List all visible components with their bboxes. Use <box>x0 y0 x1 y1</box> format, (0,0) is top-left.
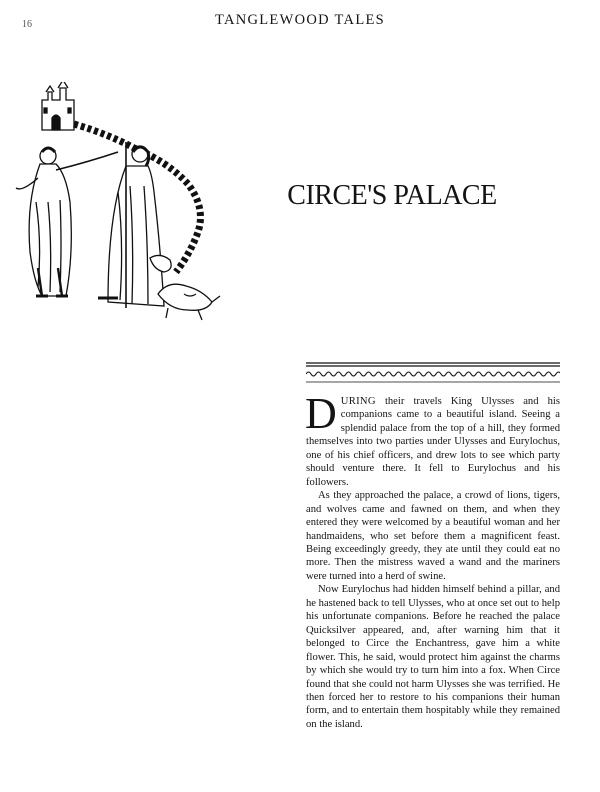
chapter-title: CIRCE'S PALACE <box>287 180 497 211</box>
story-paragraph <box>305 389 560 489</box>
story-text <box>305 389 560 731</box>
story-paragraph: Now Eurylochus had hidden himself behind a pillar, and he hastened back to tell Ulysses, who at once set out to help his unfortunate companions. Before he reached the palace Quicksilver appeared, and, after warning him that it belonged to Circe the Enchantress, gave him a white flower. This, he said, would protect him against the charms by which she would try to turn him into a fox. When Circe found that she could not harm Ulysses she was terrified. He then forced her to restore to his companions their human form, and to entertain them hospitably while they remained on the island. <box>306 584 560 730</box>
page-number: 16 <box>22 19 32 30</box>
drop-cap: D <box>305 389 337 438</box>
first-word: URING <box>340 396 376 407</box>
paragraph-text: their travels King Ulysses and his companions came to a beautiful island. Seeing a splendid palace from the top of a hill, they formed themselves into two parties under Ulysses and Eurylochus, one of his chief officers, and drew lots to see which party should venture there. It fell to Eurylochus and his followers. <box>306 396 560 488</box>
running-header: TANGLEWOOD TALES <box>214 12 386 28</box>
story-paragraph: As they approached the palace, a crowd of lions, tigers, and wolves came and fawned on them, and when they entered they were welcomed by a beautiful woman and her handmaidens, who set before them a magnificent feast. Being exceedingly greedy, they ate until they could eat no more. Then the mistress waved a wand and the mariners were turned into a herd of swine. <box>306 490 560 582</box>
ulysses-and-eurylochus-illustration-icon <box>8 82 248 322</box>
ornamental-rule-icon <box>306 362 560 384</box>
